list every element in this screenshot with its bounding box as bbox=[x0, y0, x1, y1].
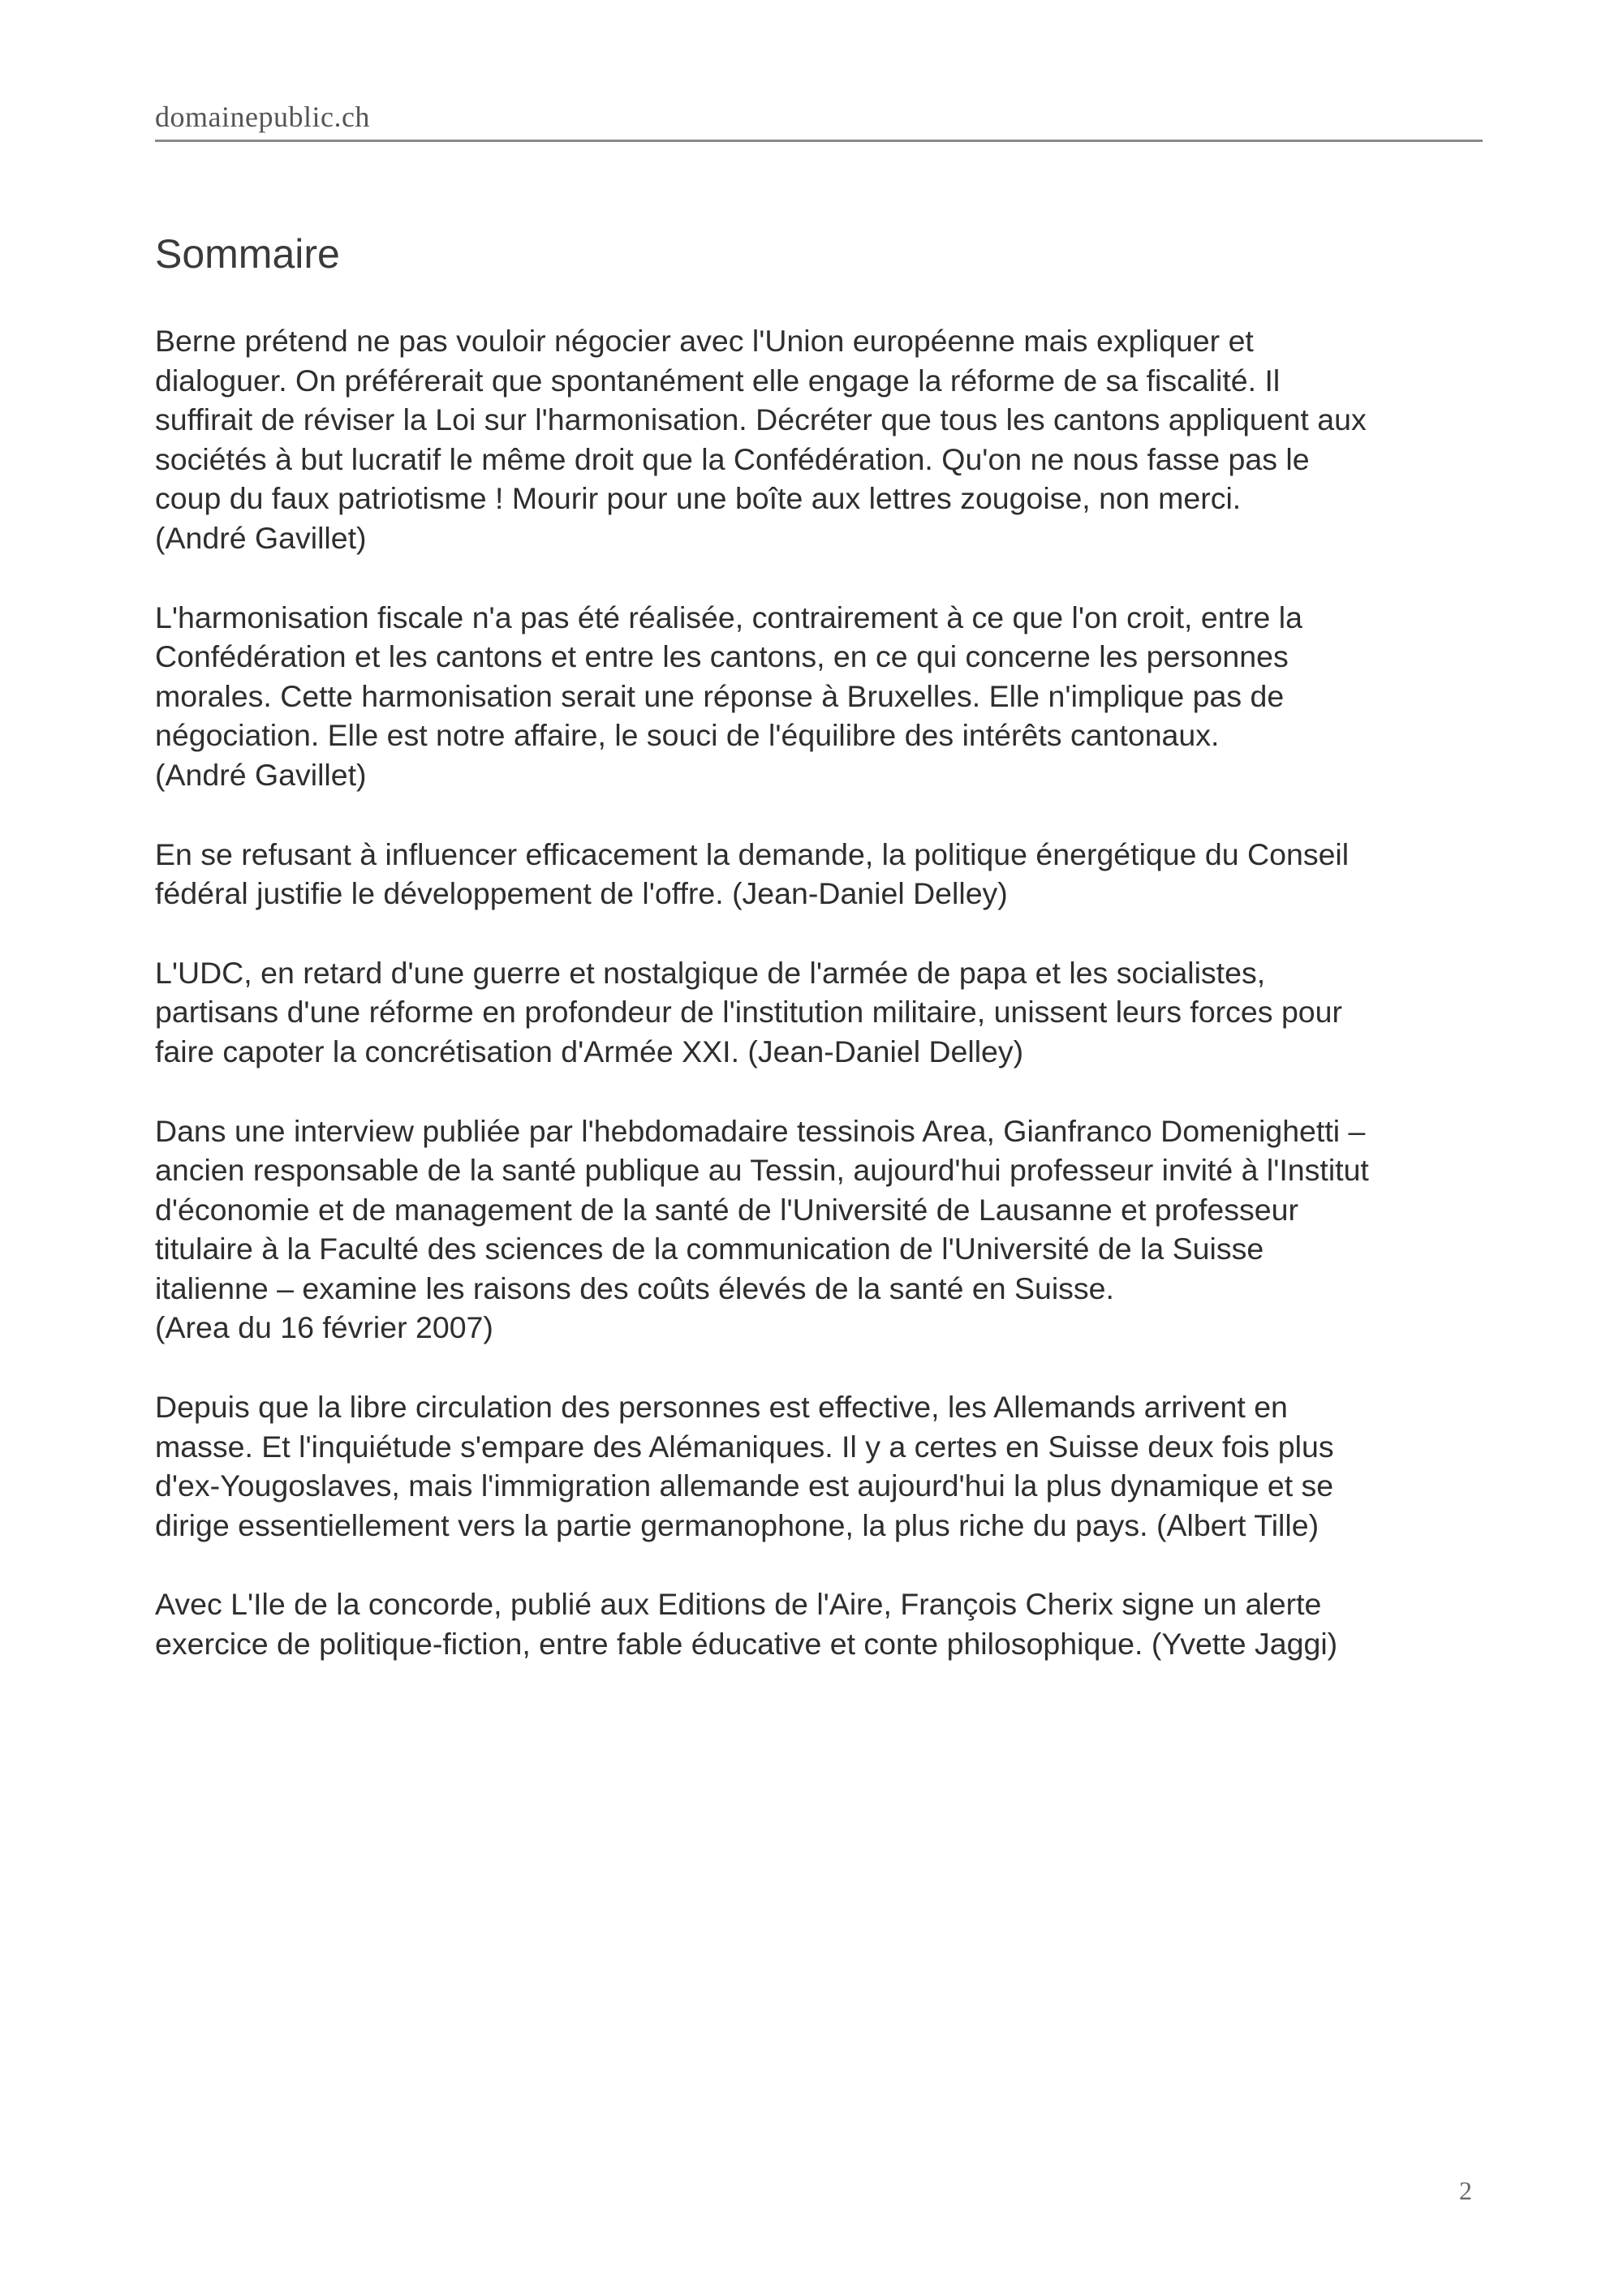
text-line: coup du faux patriotisme ! Mourir pour une boîte aux lettres zougoise, non merci. bbox=[155, 481, 1242, 516]
author-line: (André Gavillet) bbox=[155, 520, 367, 555]
text-line: sociétés à but lucratif le même droit que la Confédération. Qu'on ne nous fasse pas le bbox=[155, 441, 1310, 476]
source-line: (Area du 16 février 2007) bbox=[155, 1310, 493, 1345]
text-line: ancien responsable de la santé publique au Tessin, aujourd'hui professeur invité à l'Institut bbox=[155, 1153, 1369, 1188]
text-line: dialoguer. On préférerait que spontanément elle engage la réforme de sa fiscalité. Il bbox=[155, 363, 1281, 398]
text-line: d'économie et de management de la santé de l'Université de Lausanne et professeur bbox=[155, 1192, 1298, 1227]
page-number: 2 bbox=[1459, 2176, 1472, 2205]
text-line: d'ex-Yougoslaves, mais l'immigration allemande est aujourd'hui la plus dynamique et se bbox=[155, 1468, 1334, 1503]
text-line: Berne prétend ne pas vouloir négocier avec l'Union européenne mais expliquer et bbox=[155, 324, 1254, 358]
text-line: titulaire à la Faculté des sciences de la communication de l'Université de la Suisse bbox=[155, 1232, 1264, 1266]
text-line: exercice de politique-fiction, entre fable éducative et conte philosophique. (Yvette Jaggi) bbox=[155, 1627, 1338, 1662]
summary-section bbox=[155, 230, 1486, 1704]
text-line: En se refusant à influencer efficacement la demande, la politique énergétique du Conseil bbox=[155, 836, 1350, 871]
text-line: Depuis que la libre circulation des personnes est effective, les Allemands arrivent en bbox=[155, 1390, 1288, 1425]
text-line: masse. Et l'inquiétude s'empare des Alémaniques. Il y a certes en Suisse deux fois plus bbox=[155, 1429, 1334, 1464]
text-line: Avec L'Ile de la concorde, publié aux Editions de l'Aire, François Cherix signe un alerte bbox=[155, 1587, 1322, 1622]
summary-paragraph bbox=[155, 953, 1486, 1072]
text-line: fédéral justifie le développement de l'offre. (Jean-Daniel Delley) bbox=[155, 876, 1008, 911]
summary-paragraph bbox=[155, 1111, 1486, 1348]
summary-paragraph bbox=[155, 835, 1486, 914]
page-header bbox=[155, 99, 1483, 142]
text-line: dirige essentiellement vers la partie germanophone, la plus riche du pays. (Albert Tille) bbox=[155, 1507, 1319, 1542]
text-line: italienne – examine les raisons des coûts élevés de la santé en Suisse. bbox=[155, 1271, 1114, 1305]
text-line: L'UDC, en retard d'une guerre et nostalgique de l'armée de papa et les socialistes, bbox=[155, 955, 1266, 990]
text-line: faire capoter la concrétisation d'Armée XXI. (Jean-Daniel Delley) bbox=[155, 1034, 1024, 1068]
text-line: Dans une interview publiée par l'hebdomadaire tessinois Area, Gianfranco Domenighetti – bbox=[155, 1113, 1366, 1148]
summary-paragraph bbox=[155, 1387, 1486, 1545]
author-line: (André Gavillet) bbox=[155, 757, 367, 792]
summary-paragraph bbox=[155, 598, 1486, 795]
text-line: partisans d'une réforme en profondeur de l'institution militaire, unissent leurs forces pour bbox=[155, 995, 1342, 1030]
text-line: L'harmonisation fiscale n'a pas été réalisée, contrairement à ce que l'on croit, entre la bbox=[155, 600, 1302, 634]
text-line: Confédération et les cantons et entre les cantons, en ce qui concerne les personnes bbox=[155, 639, 1289, 674]
text-line: suffirait de réviser la Loi sur l'harmonisation. Décréter que tous les cantons appliquent aux bbox=[155, 402, 1367, 437]
site-name: domainepublic.ch bbox=[155, 101, 370, 133]
summary-paragraph bbox=[155, 321, 1486, 558]
page-title: Sommaire bbox=[155, 231, 340, 277]
text-line: négociation. Elle est notre affaire, le souci de l'équilibre des intérêts cantonaux. bbox=[155, 718, 1220, 753]
text-line: morales. Cette harmonisation serait une réponse à Bruxelles. Elle n'implique pas de bbox=[155, 678, 1285, 713]
summary-paragraph bbox=[155, 1584, 1486, 1663]
